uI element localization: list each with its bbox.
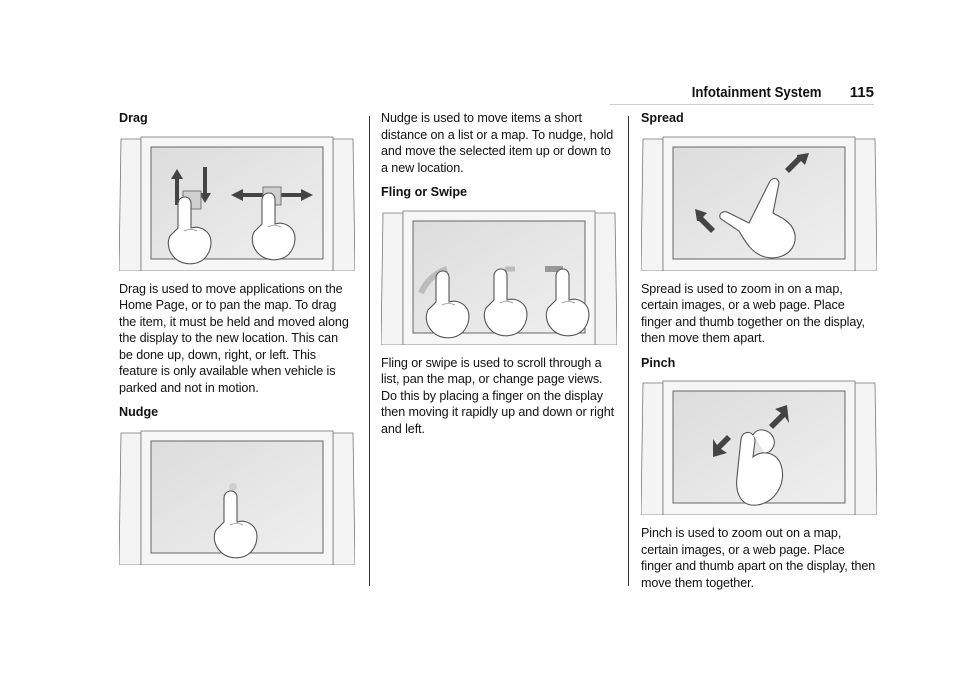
pinch-illustration bbox=[641, 379, 877, 515]
fling-heading: Fling or Swipe bbox=[381, 185, 468, 199]
spread-heading: Spread bbox=[641, 111, 684, 125]
fling-description: Fling or swipe is used to scroll through a list, pan the map, or change page views. Do this by placing a finger on the display then moving it rapidly up and down or right and left. bbox=[381, 355, 615, 436]
column-divider bbox=[628, 116, 629, 586]
drag-illustration bbox=[119, 135, 355, 271]
drag-heading: Drag bbox=[119, 111, 148, 125]
page-number: 115 bbox=[849, 84, 874, 101]
section-title: Infotainment System bbox=[691, 84, 822, 101]
pinch-description: Pinch is used to zoom out on a map, certain images, or a web page. Place finger and thumb apart on the display, then move them together. bbox=[641, 526, 876, 590]
column-1 bbox=[119, 110, 355, 575]
nudge-illustration bbox=[119, 429, 355, 565]
fling-illustration bbox=[381, 209, 617, 345]
column-2 bbox=[381, 110, 617, 445]
running-header bbox=[674, 84, 874, 101]
spread-illustration bbox=[641, 135, 877, 271]
pinch-heading: Pinch bbox=[641, 355, 676, 370]
drag-description: Drag is used to move applications on the Home Page, or to pan the map. To drag the item, it must be held and moved along the display to the new location. This can be done up, down, right, or left. This feature is only available when vehicle is parked and not in motion. bbox=[119, 281, 349, 395]
column-divider bbox=[369, 116, 370, 586]
column-3 bbox=[641, 110, 877, 599]
header-rule bbox=[610, 104, 874, 105]
nudge-heading: Nudge bbox=[119, 405, 159, 419]
spread-description: Spread is used to zoom in on a map, certain images, or a web page. Place finger and thumb together on the display, then move them apart. bbox=[641, 281, 865, 345]
nudge-description: Nudge is used to move items a short distance on a list or a map. To nudge, hold and move the selected item up or down to a new location. bbox=[381, 111, 614, 175]
